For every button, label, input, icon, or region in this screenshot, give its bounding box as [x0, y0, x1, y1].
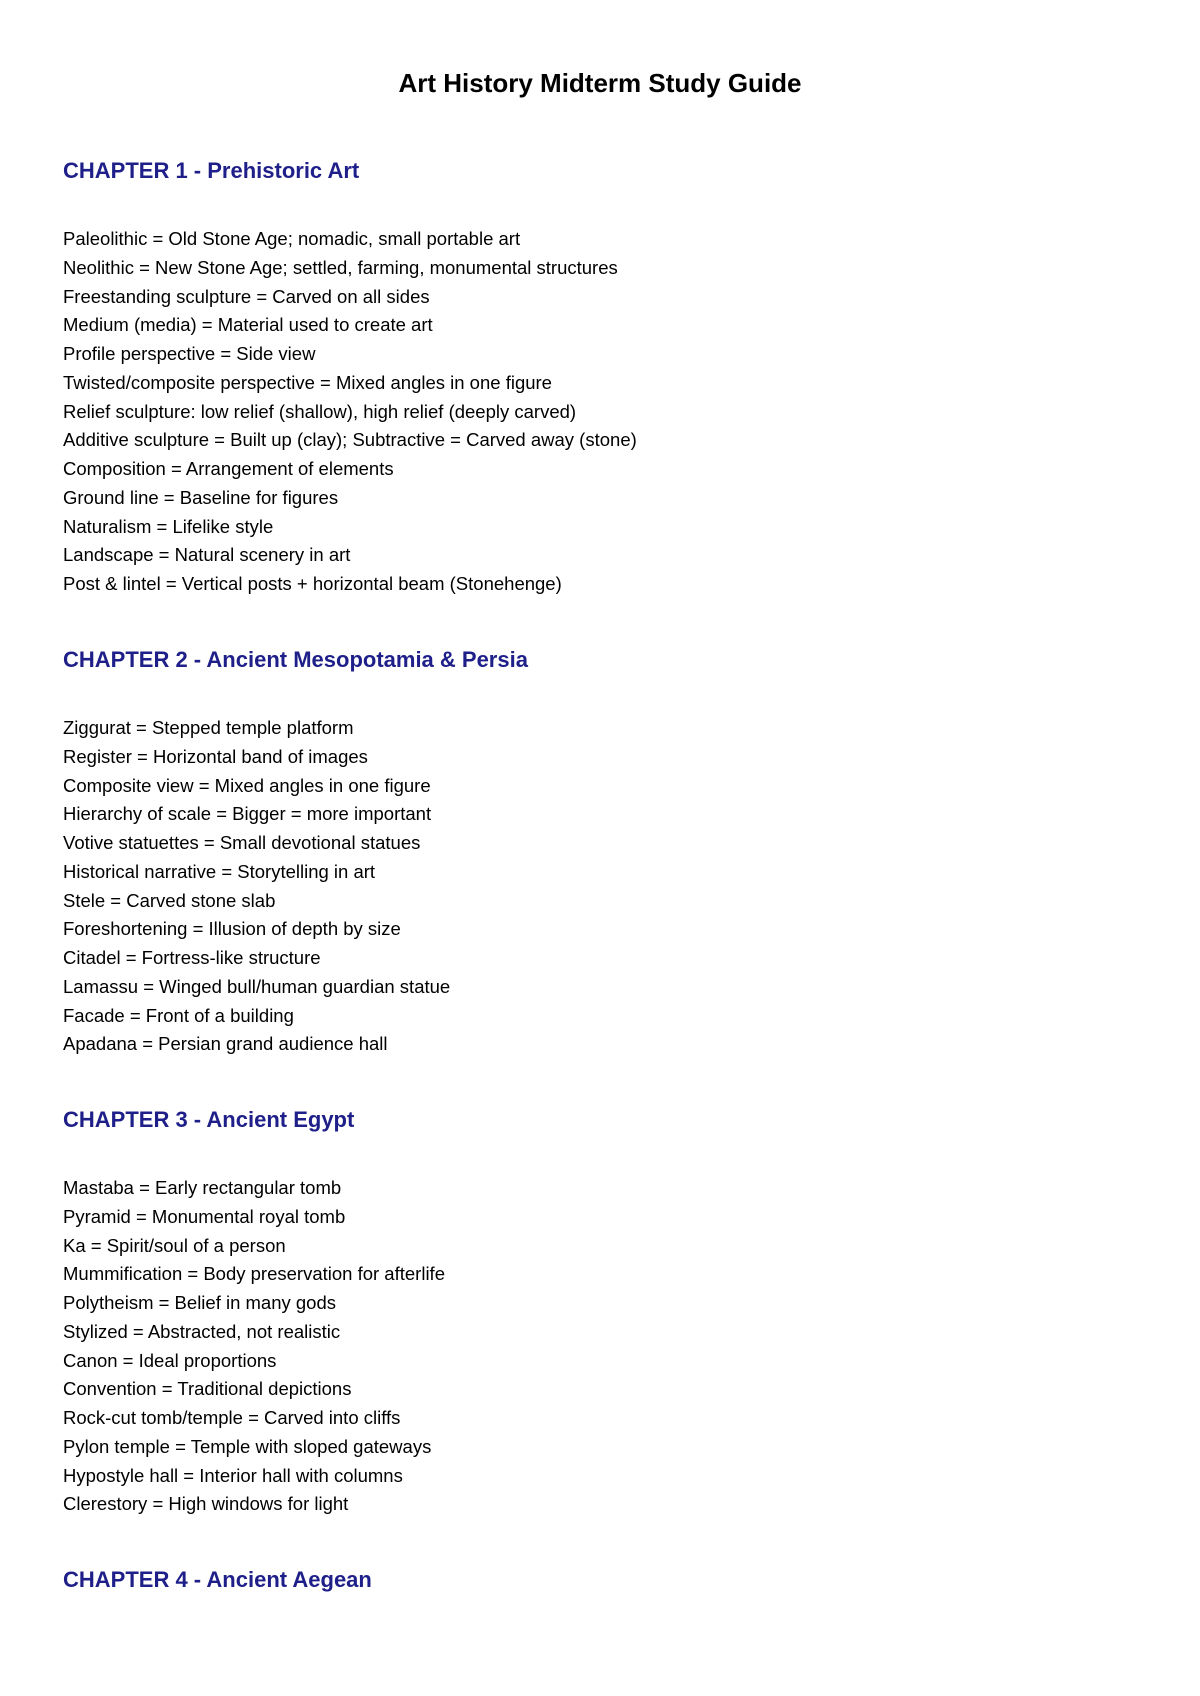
- term-item: Stylized = Abstracted, not realistic: [63, 1320, 341, 1342]
- term-item: Pyramid = Monumental royal tomb: [63, 1205, 346, 1227]
- chapter-1-section: [63, 156, 1143, 599]
- chapter-2-term-list: [63, 714, 1143, 1059]
- chapter-2-heading: CHAPTER 2 - Ancient Mesopotamia & Persia: [63, 647, 528, 672]
- term-item: Mastaba = Early rectangular tomb: [63, 1177, 342, 1198]
- term-item: Foreshortening = Illusion of depth by size: [63, 918, 401, 940]
- chapter-3-term-list: [63, 1174, 1143, 1519]
- chapter-4-section: [63, 1565, 1143, 1595]
- chapter-4-heading: CHAPTER 4 - Ancient Aegean: [63, 1567, 372, 1592]
- term-item: Pylon temple = Temple with sloped gateways: [63, 1435, 432, 1457]
- term-item: Post & lintel = Vertical posts + horizontal beam (Stonehenge): [63, 573, 562, 594]
- term-item: Additive sculpture = Built up (clay); Subtractive = Carved away (stone): [63, 429, 637, 451]
- term-item: Naturalism = Lifelike style: [63, 515, 274, 537]
- term-item: Polytheism = Belief in many gods: [63, 1292, 337, 1313]
- term-item: Ka = Spirit/soul of a person: [63, 1234, 286, 1256]
- term-item: Clerestory = High windows for light: [63, 1493, 349, 1515]
- term-item: Twisted/composite perspective = Mixed angles in one figure: [63, 371, 552, 393]
- term-item: Historical narrative = Storytelling in art: [63, 860, 376, 882]
- term-item: Mummification = Body preservation for afterlife: [63, 1263, 445, 1285]
- term-item: Freestanding sculpture = Carved on all sides: [63, 285, 430, 307]
- term-item: Hypostyle hall = Interior hall with columns: [63, 1464, 403, 1486]
- term-item: Lamassu = Winged bull/human guardian statue: [63, 975, 451, 997]
- term-item: Ziggurat = Stepped temple platform: [63, 717, 354, 738]
- term-item: Citadel = Fortress-like structure: [63, 947, 321, 968]
- chapter-2-section: [63, 645, 1143, 1059]
- term-item: Hierarchy of scale = Bigger = more important: [63, 803, 432, 825]
- term-item: Convention = Traditional depictions: [63, 1378, 352, 1400]
- chapter-3-section: [63, 1105, 1143, 1519]
- term-item: Ground line = Baseline for figures: [63, 486, 339, 508]
- term-item: Composition = Arrangement of elements: [63, 458, 394, 479]
- term-item: Canon = Ideal proportions: [63, 1349, 277, 1371]
- term-item: Paleolithic = Old Stone Age; nomadic, small portable art: [63, 228, 521, 249]
- document-title: Art History Midterm Study Guide: [398, 68, 802, 98]
- term-item: Landscape = Natural scenery in art: [63, 544, 351, 566]
- term-item: Facade = Front of a building: [63, 1004, 294, 1026]
- term-item: Neolithic = New Stone Age; settled, farming, monumental structures: [63, 256, 618, 278]
- term-item: Profile perspective = Side view: [63, 343, 316, 364]
- chapter-3-heading: CHAPTER 3 - Ancient Egypt: [63, 1107, 355, 1132]
- term-item: Rock-cut tomb/temple = Carved into cliffs: [63, 1407, 401, 1428]
- term-item: Votive statuettes = Small devotional statues: [63, 832, 421, 853]
- term-item: Relief sculpture: low relief (shallow), high relief (deeply carved): [63, 400, 577, 422]
- chapter-1-term-list: [63, 225, 1143, 599]
- chapter-1-heading: CHAPTER 1 - Prehistoric Art: [63, 158, 360, 183]
- term-item: Apadana = Persian grand audience hall: [63, 1033, 388, 1055]
- term-item: Composite view = Mixed angles in one figure: [63, 774, 431, 796]
- term-item: Stele = Carved stone slab: [63, 889, 276, 911]
- term-item: Register = Horizontal band of images: [63, 745, 368, 767]
- term-item: Medium (media) = Material used to create art: [63, 314, 433, 336]
